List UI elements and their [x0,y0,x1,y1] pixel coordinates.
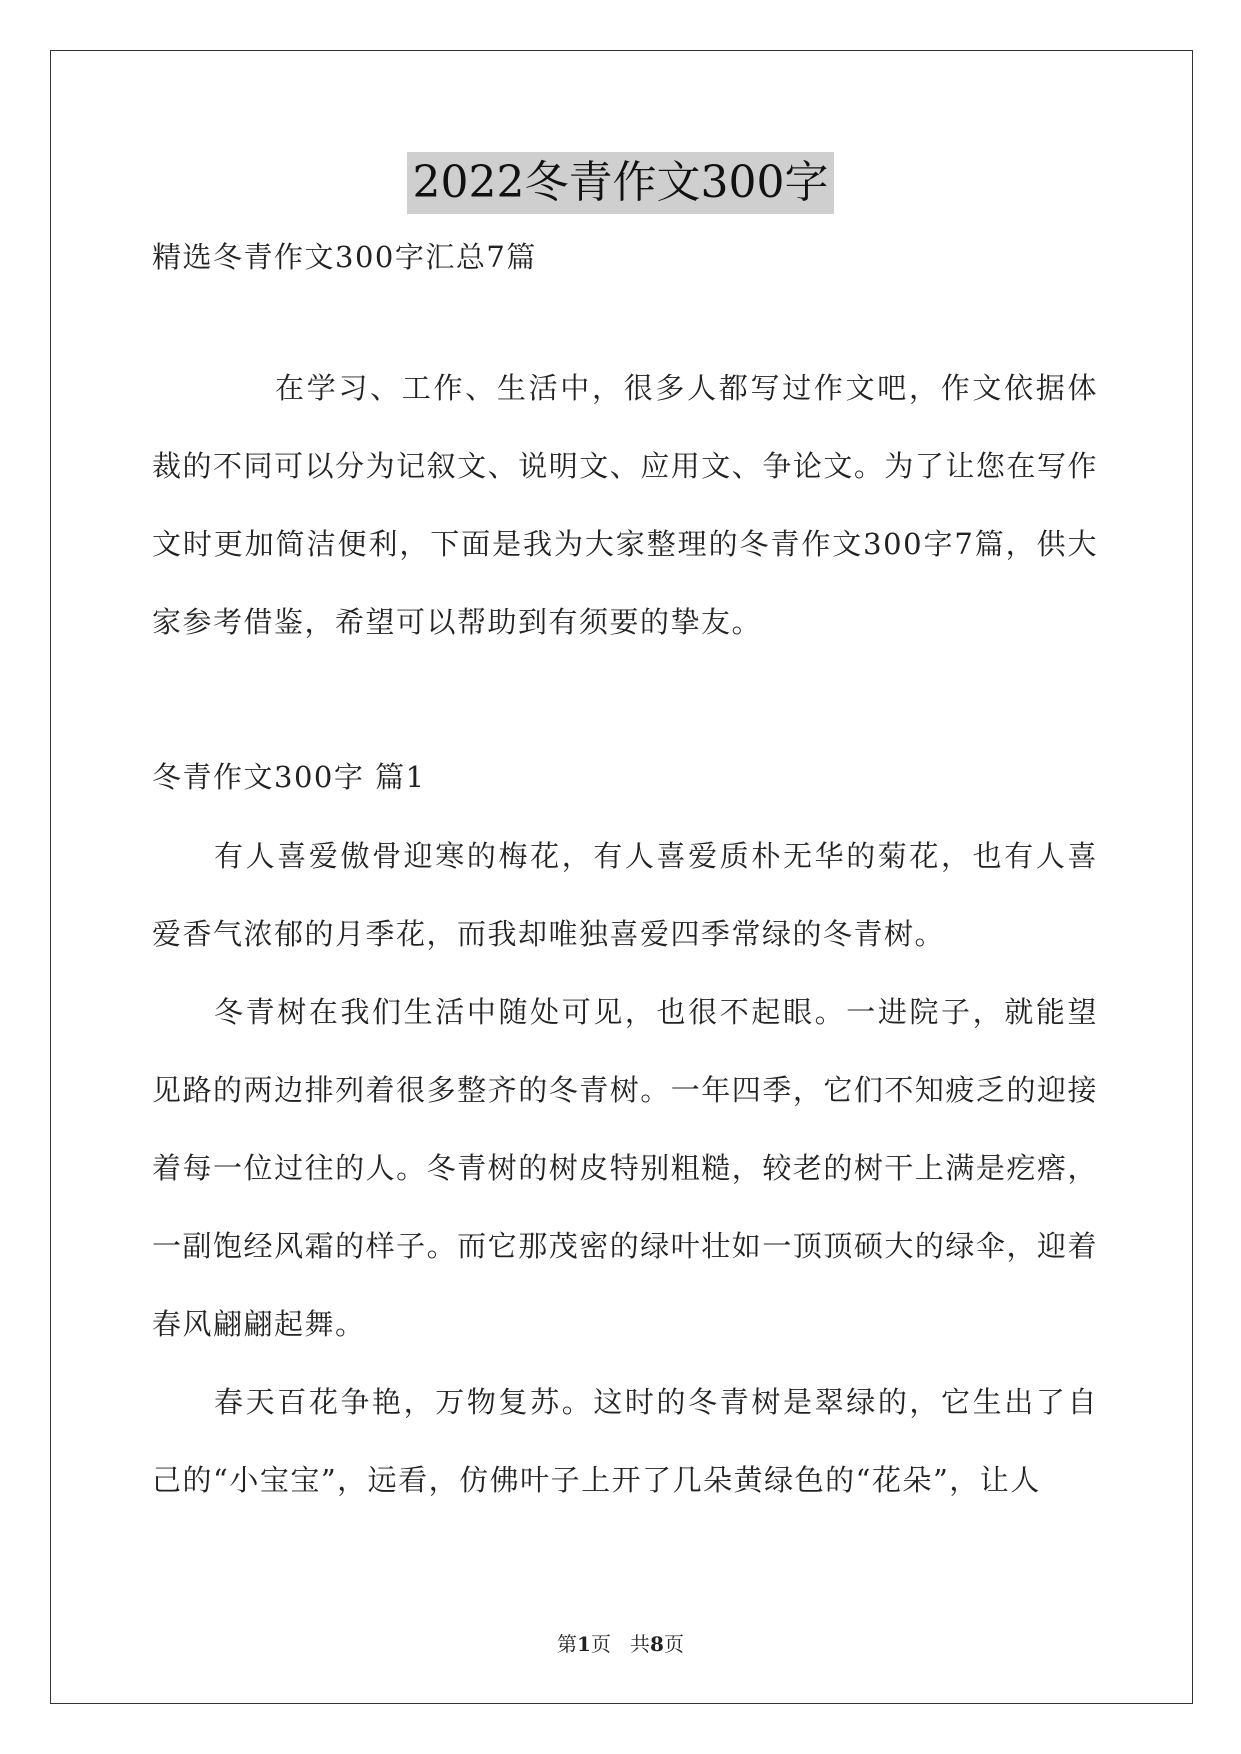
document-title: 2022冬青作文300字 [407,152,835,214]
body-paragraph-2: 冬青树在我们生活中随处可见，也很不起眼。一进院子，就能望见路的两边排列着很多整齐的冬青树。一年四季，它们不知疲乏的迎接着每一位过往的人。冬青树的树皮特别粗糙，较老的树干上满是疙瘩，一副饱经风霜的样子。而它那茂密的绿叶壮如一顶顶硕大的绿伞，迎着春风翩翩起舞。 [152,995,1098,1341]
total-suffix: 页 [663,1632,684,1656]
intro-paragraph: 在学习、工作、生活中，很多人都写过作文吧，作文依据体裁的不同可以分为记叙文、说明文、应用文、争论文。为了让您在写作文时更加简洁便利，下面是我为大家整理的冬青作文300字7篇，供大家参考借鉴，希望可以帮助到有须要的挚友。 [152,371,1098,639]
title-area [0,152,1241,214]
page-number: 1 [577,1632,591,1656]
page-suffix: 页 [590,1632,611,1656]
total-pages: 8 [650,1632,664,1656]
body-paragraph-1: 有人喜爱傲骨迎寒的梅花，有人喜爱质朴无华的菊花，也有人喜爱香气浓郁的月季花，而我却唯独喜爱四季常绿的冬青树。 [152,839,1098,951]
page-footer [0,1630,1241,1658]
body-paragraph-3: 春天百花争艳，万物复苏。这时的冬青树是翠绿的，它生出了自己的“小宝宝”，远看，仿佛叶子上开了几朵黄绿色的“花朵”，让人 [152,1385,1098,1497]
section-heading: 冬青作文300字 篇1 [152,760,426,794]
document-subtitle: 精选冬青作文300字汇总7篇 [152,240,537,274]
total-prefix: 共 [630,1632,651,1656]
page-prefix: 第 [557,1632,578,1656]
